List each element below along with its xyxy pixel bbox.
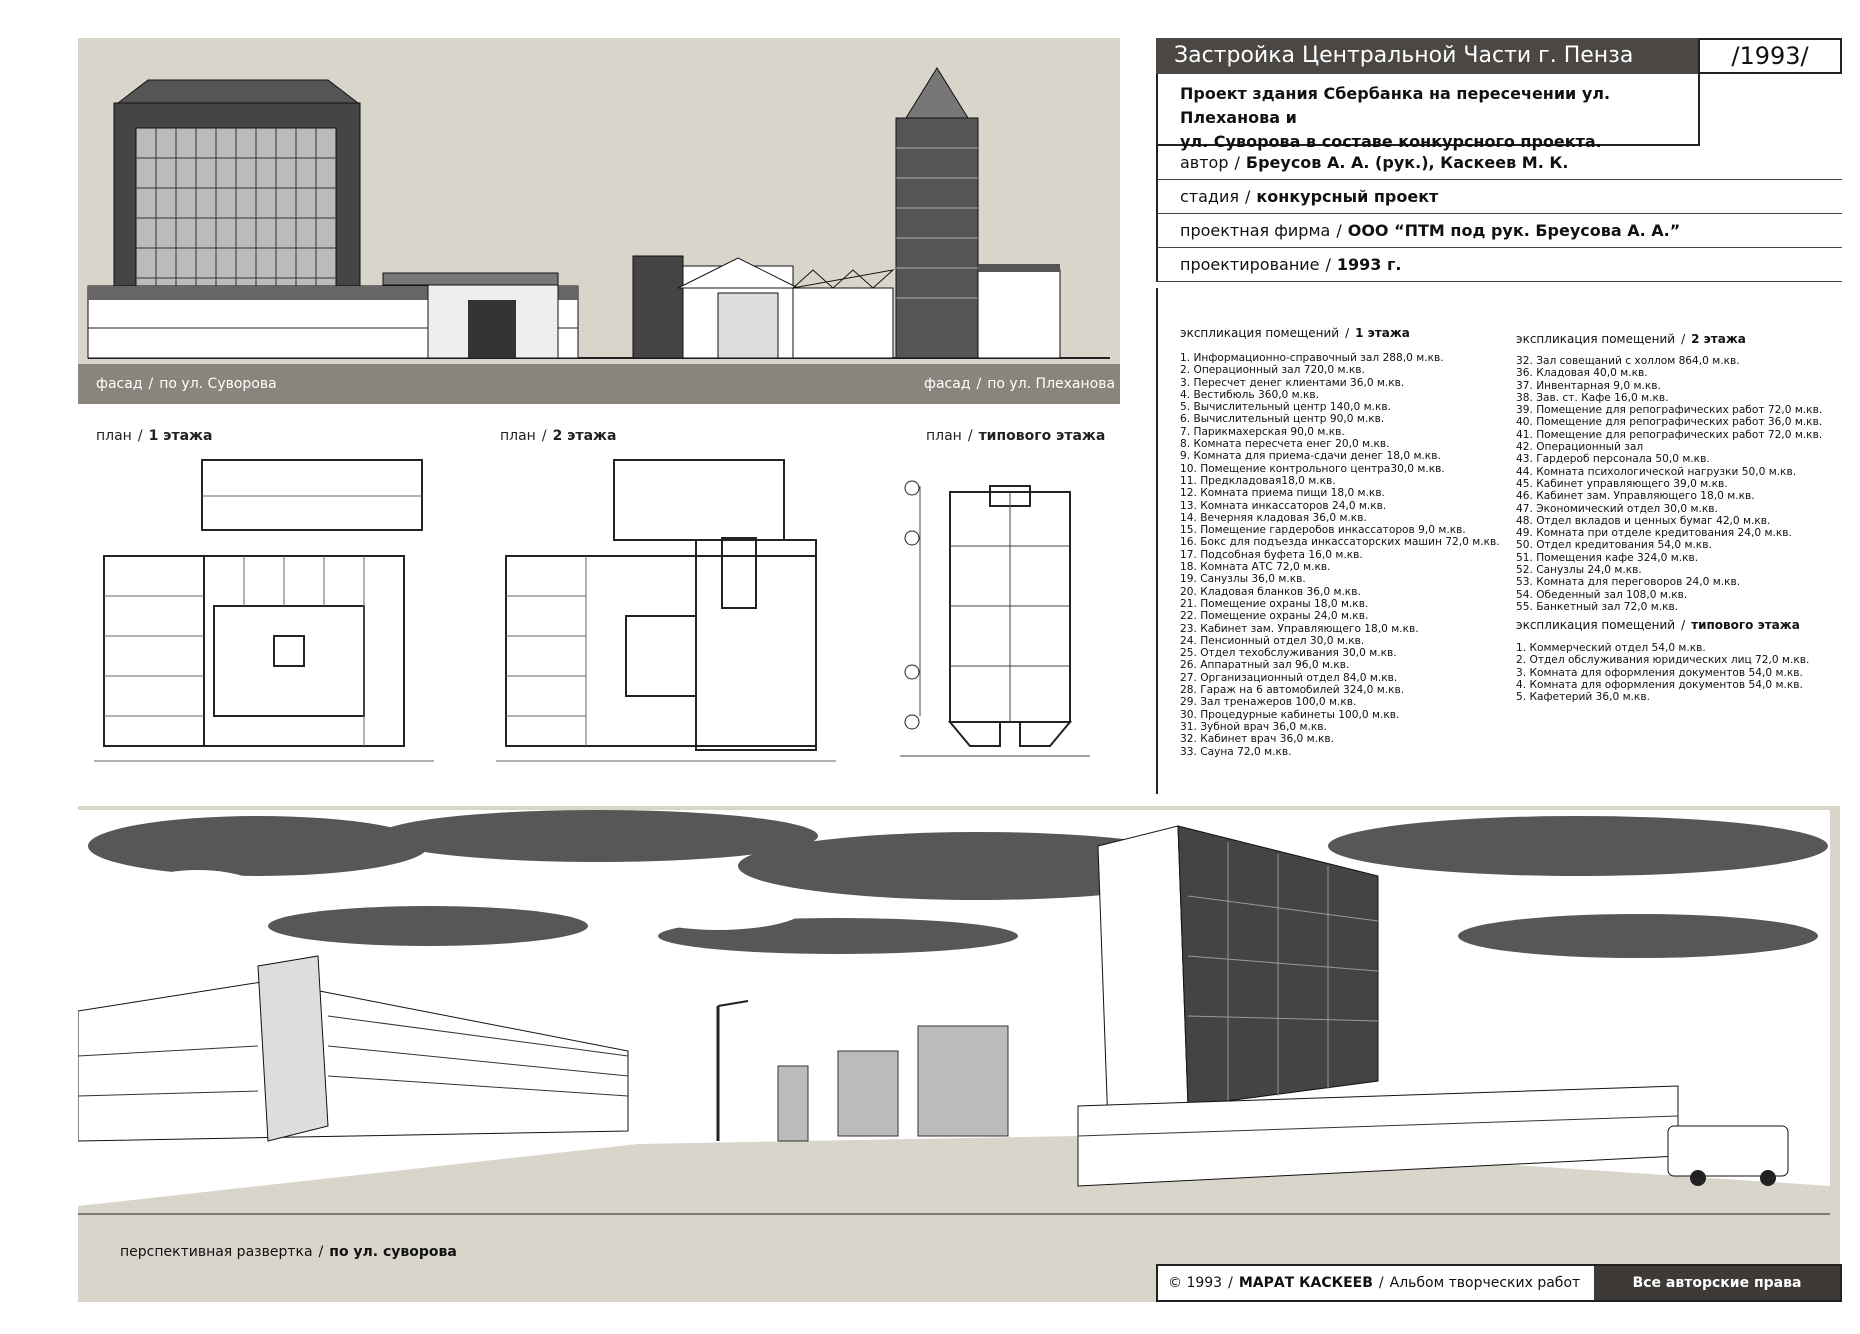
explication-item: 43. Гардероб персонала 50,0 м.кв. [1516,453,1710,466]
project-description [1156,74,1698,151]
explication-item: 5. Кафетерий 36,0 м.кв. [1516,691,1650,704]
explication-typical-list [1516,642,1809,703]
explication-item: 55. Банкетный зал 72,0 м.кв. [1516,600,1679,613]
explication-item: 38. Зав. ст. Кафе 16,0 м.кв. [1516,391,1669,404]
description-line-2: ул. Суворова в составе конкурсного проекта. [1180,132,1602,151]
plan-1-drawing [94,456,440,766]
explication-item: 2. Операционный зал 720,0 м.кв. [1180,364,1365,377]
explication-item: 26. Аппаратный зал 96,0 м.кв. [1180,659,1350,672]
explication-item: 4. Комната для оформления документов 54,0 м.кв. [1516,678,1803,691]
copyright-icon: © [1168,1275,1182,1291]
explication-item: 4. Вестибюль 360,0 м.кв. [1180,388,1320,401]
explication-item: 25. Отдел техобслуживания 30,0 м.кв. [1180,647,1397,660]
explication-item: 16. Бокс для подъезда инкассаторских машин 72,0 м.кв. [1180,536,1500,549]
explication-item: 3. Пересчет денег клиентами 36,0 м.кв. [1180,376,1405,389]
explication-item: 45. Кабинет управляющего 39,0 м.кв. [1516,477,1728,490]
explication-item: 54. Обеденный зал 108,0 м.кв. [1516,588,1688,601]
explication-2-list [1516,355,1822,613]
explication-item: 44. Комната психологической нагрузки 50,0 м.кв. [1516,465,1797,478]
firm-row: проектная фирма / ООО “ПТМ под рук. Бреусова А. А.” [1156,214,1842,248]
perspective-drawing [78,806,1840,1302]
explication-item: 2. Отдел обслуживания юридических лиц 72,0 м.кв. [1516,654,1810,667]
explication-item: 1. Коммерческий отдел 54,0 м.кв. [1516,642,1706,654]
explication-item: 21. Помещение охраны 18,0 м.кв. [1180,597,1369,610]
explication-item: 20. Кладовая бланков 36,0 м.кв. [1180,585,1361,598]
explication-item: 30. Процедурные кабинеты 100,0 м.кв. [1180,708,1400,721]
explication-item: 1. Информационно-справочный зал 288,0 м.кв. [1180,352,1444,364]
explication-item: 11. Предкладовая18,0 м.кв. [1180,474,1336,487]
page-title: Застройка Центральной Части г. Пенза [1156,38,1698,74]
plan-label-typical: план / типового этажа [926,428,1106,444]
facade-panel [78,38,1120,404]
stage-row: стадия / конкурсный проект [1156,180,1842,214]
explication-item: 29. Зал тренажеров 100,0 м.кв. [1180,696,1357,709]
explication-item: 39. Помещение для репографических работ 72,0 м.кв. [1516,404,1823,417]
explication-item: 47. Экономический отдел 30,0 м.кв. [1516,502,1718,515]
explication-item: 40. Помещение для репографических работ 36,0 м.кв. [1516,416,1823,429]
explication-item: 41. Помещение для репографических работ 72,0 м.кв. [1516,428,1823,441]
description-line-1: Проект здания Сбербанка на пересечении ул. Плеханова и [1180,84,1611,127]
explication-item: 15. Помещение гардеробов инкассаторов 9,0 м.кв. [1180,524,1466,537]
explication-item: 22. Помещение охраны 24,0 м.кв. [1180,610,1369,623]
explication-item: 50. Отдел кредитования 54,0 м.кв. [1516,539,1712,552]
explication-item: 53. Комната для переговоров 24,0 м.кв. [1516,576,1741,589]
explication-2-heading: экспликация помещений / 2 этажа [1516,332,1746,346]
footer-credits: © 1993 / МАРАТ КАСКЕЕВ / Альбом творческих работ [1168,1275,1581,1291]
footer-album: Альбом творческих работ [1389,1275,1581,1291]
explication-item: 24. Пенсионный отдел 30,0 м.кв. [1180,634,1365,647]
explication-item: 31. Зубной врач 36,0 м.кв. [1180,720,1327,733]
explication-item: 8. Комната пересчета енег 20,0 м.кв. [1180,438,1390,451]
footer-author: МАРАТ КАСКЕЕВ [1238,1275,1373,1291]
design-year-row: проектирование / 1993 г. [1156,248,1842,282]
explication-item: 6. Вычислительный центр 90,0 м.кв. [1180,413,1385,426]
plan-label-1: план / 1 этажа [96,428,213,444]
perspective-panel [78,806,1840,1302]
project-year: /1993/ [1698,38,1842,74]
explication-item: 14. Вечерняя кладовая 36,0 м.кв. [1180,511,1367,524]
footer-year: 1993 [1186,1275,1223,1291]
description-right-cell [1698,74,1842,146]
explication-item: 18. Комната АТС 72,0 м.кв. [1180,561,1331,574]
left-low-block [88,273,578,358]
explication-item: 13. Комната инкассаторов 24,0 м.кв. [1180,499,1387,512]
explication-item: 19. Санузлы 36,0 м.кв. [1180,573,1306,586]
explication-item: 46. Кабинет зам. Управляющего 18,0 м.кв. [1516,490,1755,503]
explication-item: 33. Сауна 72,0 м.кв. [1180,745,1292,758]
plan-label-2: план / 2 этажа [500,428,617,444]
plan-2-drawing [496,456,842,766]
explication-item: 52. Санузлы 24,0 м.кв. [1516,564,1642,577]
explication-item: 32. Зал совещаний с холлом 864,0 м.кв. [1516,355,1740,367]
perspective-caption: перспективная развертка / по ул. суворова [120,1244,457,1260]
explication-item: 42. Операционный зал [1516,441,1644,454]
plan-typical-drawing [900,476,1090,766]
explication-item: 9. Комната для приема-сдачи денег 18,0 м.кв. [1180,450,1441,463]
explication-item: 7. Парикмахерская 90,0 м.кв. [1180,425,1345,438]
explication-item: 49. Комната при отделе кредитования 24,0 м.кв. [1516,527,1792,540]
explication-item: 27. Организационный отдел 84,0 м.кв. [1180,671,1398,684]
facade-right-caption: фасад / по ул. Плеханова [924,376,1116,392]
title-block-divider [1156,288,1158,794]
footer [1156,1264,1842,1325]
author-row: автор / Бреусов А. А. (рук.), Каскеев М. К. [1156,146,1842,180]
facade-drawing [78,38,1120,404]
explication-item: 23. Кабинет зам. Управляющего 18,0 м.кв. [1180,622,1419,635]
explication-item: 10. Помещение контрольного центра30,0 м.кв. [1180,462,1445,475]
title-block [1156,38,1842,288]
explication-item: 48. Отдел вкладов и ценных бумаг 42,0 м.кв. [1516,514,1771,527]
explication-item: 17. Подсобная буфета 16,0 м.кв. [1180,548,1363,561]
explication-typical-heading: экспликация помещений / типового этажа [1516,618,1800,632]
footer-rights: Все авторские права защищены [1594,1266,1840,1300]
explication-item: 28. Гараж на 6 автомобилей 324,0 м.кв. [1180,684,1405,697]
explication-item: 51. Помещения кафе 324,0 м.кв. [1516,551,1699,564]
explication-item: 32. Кабинет врач 36,0 м.кв. [1180,733,1335,746]
explication-item: 37. Инвентарная 9,0 м.кв. [1516,379,1661,392]
facade-left-caption: фасад / по ул. Суворова [96,376,277,392]
explication-1-list [1180,352,1500,758]
right-composition [633,68,1060,358]
explication-item: 12. Комната приема пищи 18,0 м.кв. [1180,487,1385,500]
explication-item: 36. Кладовая 40,0 м.кв. [1516,367,1648,380]
explication-item: 3. Комната для оформления документов 54,0 м.кв. [1516,666,1803,679]
explication-1-heading: экспликация помещений / 1 этажа [1180,326,1410,340]
explication-item: 5. Вычислительный центр 140,0 м.кв. [1180,401,1391,414]
